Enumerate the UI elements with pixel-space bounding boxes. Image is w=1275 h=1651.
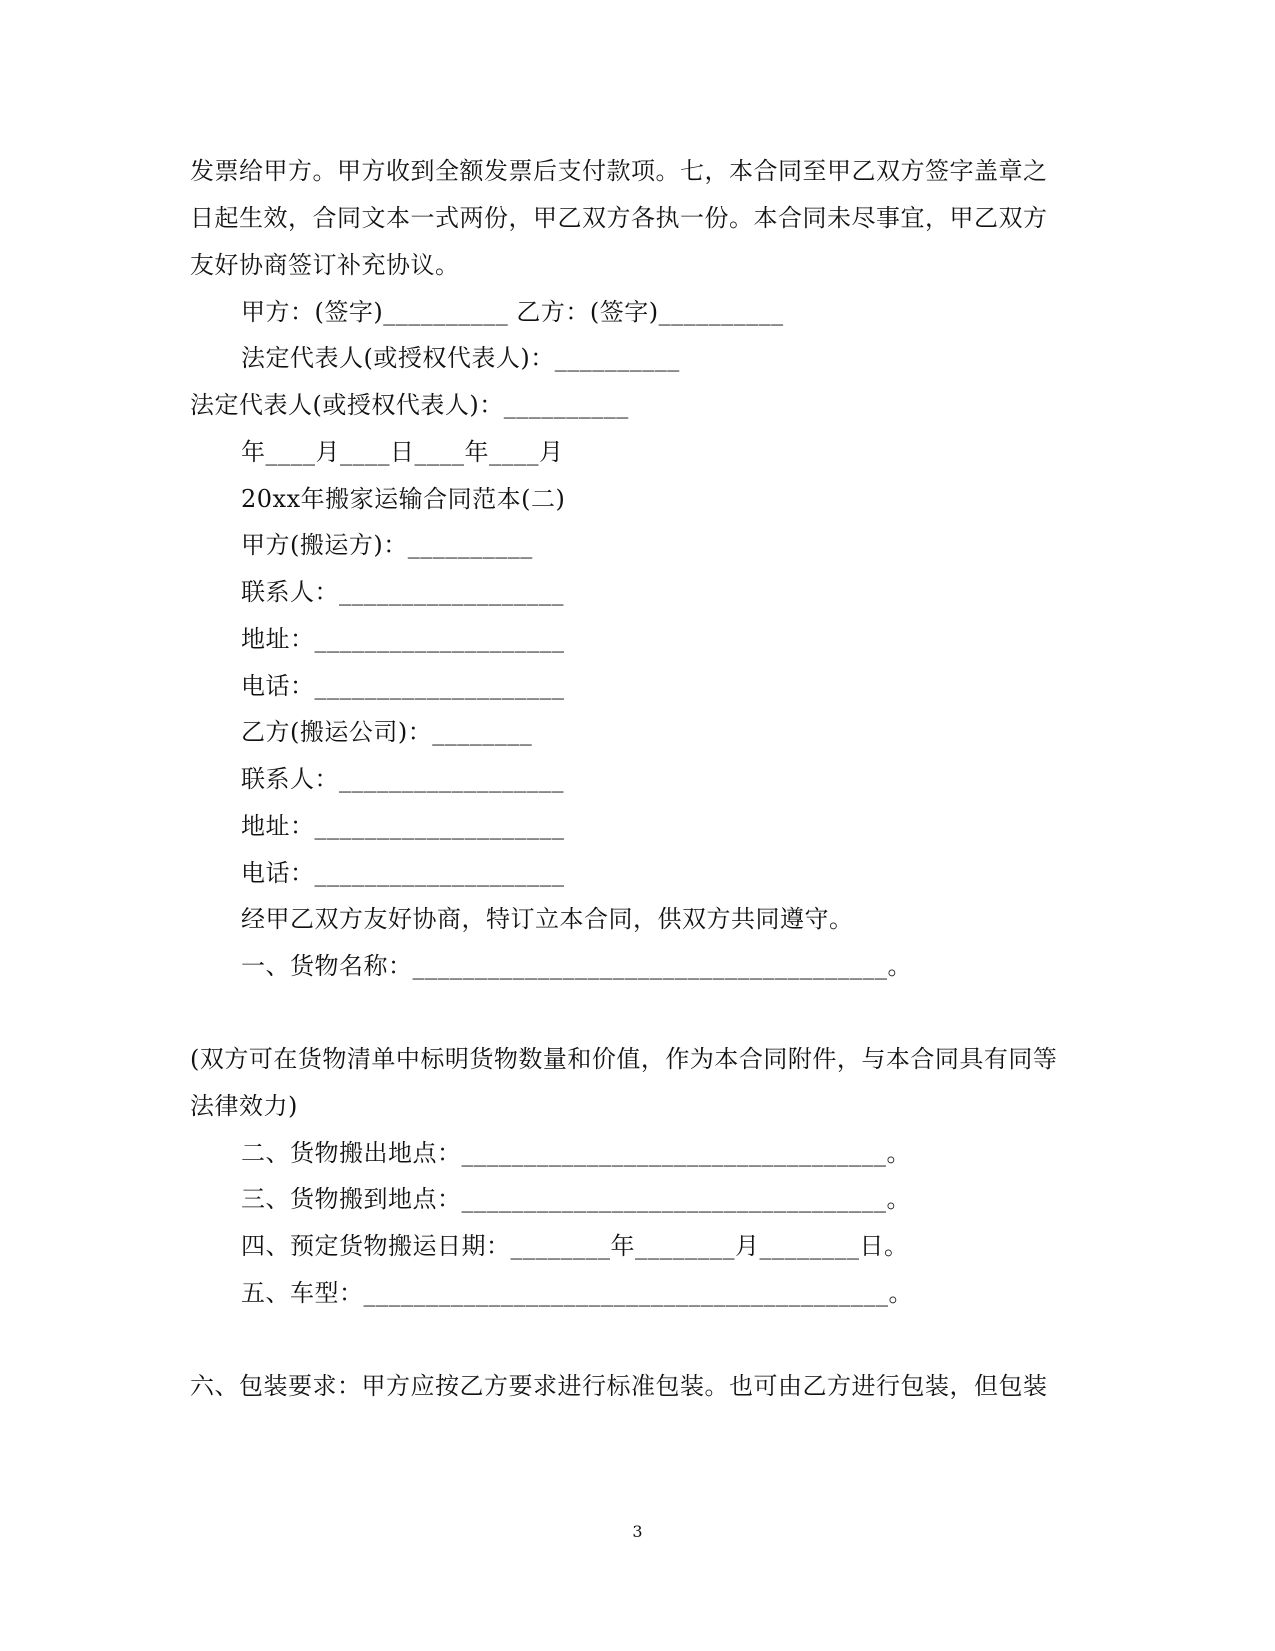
paragraph-line: 友好协商签订补充协议。 (190, 251, 460, 279)
signature-line: 甲方：(签字)__________ 乙方：(签字)__________ (241, 298, 784, 326)
clause-line: 二、货物搬出地点：__________________________________。 (241, 1139, 911, 1167)
paragraph-line: (双方可在货物清单中标明货物数量和价值，作为本合同附件，与本合同具有同等 (190, 1045, 1058, 1073)
date-line: 年____月____日____年____月 (241, 438, 564, 466)
clause-line: 六、包装要求：甲方应按乙方要求进行标准包装。也可由乙方进行包装，但包装 (190, 1372, 1048, 1400)
phone-line: 电话：____________________ (241, 672, 565, 700)
clause-line: 四、预定货物搬运日期：________年________月________日。 (241, 1232, 909, 1260)
address-line: 地址：____________________ (241, 625, 565, 653)
section-title: 20xx年搬家运输合同范本(二) (241, 485, 566, 513)
party-a-line: 甲方(搬运方)：__________ (241, 531, 533, 559)
clause-line: 五、车型：__________________________________________。 (241, 1279, 913, 1307)
party-b-line: 乙方(搬运公司)：________ (241, 718, 533, 746)
paragraph-line: 发票给甲方。甲方收到全额发票后支付款项。七，本合同至甲乙双方签字盖章之 (190, 157, 1048, 185)
paragraph-line: 日起生效，合同文本一式两份，甲乙双方各执一份。本合同未尽事宜，甲乙双方 (190, 204, 1048, 232)
contact-line: 联系人：__________________ (241, 578, 564, 606)
paragraph-line: 法律效力) (190, 1092, 298, 1120)
page-number: 3 (632, 1522, 643, 1541)
paragraph-line: 经甲乙双方友好协商，特订立本合同，供双方共同遵守。 (241, 905, 854, 933)
address-line: 地址：____________________ (241, 812, 565, 840)
clause-line: 一、货物名称：______________________________________。 (241, 952, 912, 980)
phone-line: 电话：____________________ (241, 859, 565, 887)
clause-line: 三、货物搬到地点：__________________________________。 (241, 1185, 911, 1213)
representative-line: 法定代表人(或授权代表人)：__________ (190, 391, 629, 419)
contact-line: 联系人：__________________ (241, 765, 564, 793)
representative-line: 法定代表人(或授权代表人)：__________ (241, 344, 680, 372)
